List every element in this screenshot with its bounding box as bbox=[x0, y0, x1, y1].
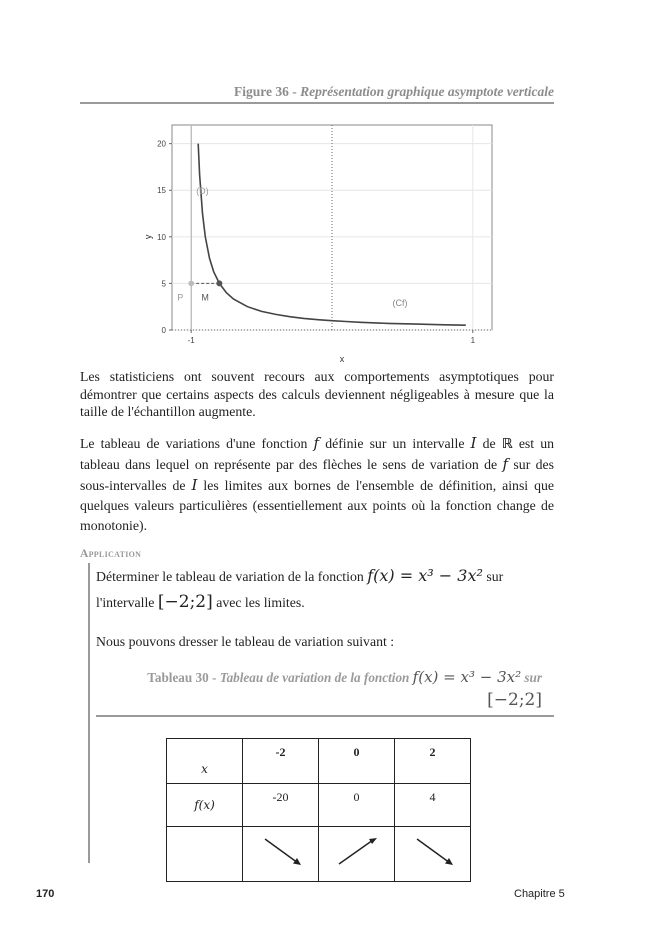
math-I: I bbox=[470, 434, 477, 452]
x-tick-label: -1 bbox=[187, 336, 195, 345]
arrow-up-icon bbox=[319, 827, 394, 877]
label-cf: (Cf) bbox=[392, 297, 408, 308]
x-tick-label: 1 bbox=[470, 336, 476, 345]
arrow-down-icon bbox=[243, 827, 318, 877]
paragraph-variation-definition: Le tableau de variations d'une fonction f définie sur un intervalle I de ℝ est un tableau dans lequel on représente par des flèches le sens de variation de f sur des sous-intervalles de I les limites aux bornes de l'ensemble de définition, ainsi que quelques valeurs particulières (essentiellement aux points où la fonction change de monotonie). bbox=[80, 434, 555, 533]
paragraph-statisticians: Les statisticiens ont souvent recours aux comportements asymptotiques pour démontrer que certains aspects des calculs deviennent négligeables à mesure que la taille de l'échantillon augmente. bbox=[80, 369, 554, 419]
y-tick-label: 0 bbox=[161, 326, 166, 335]
table-title: Tableau de variation de la fonction bbox=[219, 670, 410, 685]
chapter-label: Chapitre 5 bbox=[514, 888, 565, 900]
x-axis-label: x bbox=[339, 354, 345, 364]
table-caption-interval: [−2;2] bbox=[487, 690, 542, 710]
fx-value: -20 bbox=[272, 790, 289, 804]
fx-value: 4 bbox=[429, 790, 436, 804]
table-row bbox=[167, 739, 471, 784]
asymptote-plot bbox=[140, 120, 500, 365]
application-side-bar bbox=[88, 563, 90, 863]
figure-title: Représentation graphique asymptote verticale bbox=[300, 84, 554, 99]
application-task: Déterminer le tableau de variation de la fonction f(x) = x³ − 3x² sur bbox=[96, 566, 504, 585]
y-tick-label: 5 bbox=[161, 279, 166, 289]
y-axis-label: y bbox=[143, 234, 153, 240]
label-p: P bbox=[177, 292, 184, 303]
application-interval-line: l'intervalle [−2;2] avec les limites. bbox=[96, 592, 305, 612]
y-tick-label: 10 bbox=[157, 232, 166, 242]
figure-caption: Figure 36 - Représentation graphique asymptote verticale bbox=[234, 84, 554, 99]
arrow-down-icon bbox=[395, 827, 470, 877]
table-caption: Tableau 30 - Tableau de variation de la fonction f(x) = x³ − 3x² sur bbox=[147, 668, 542, 686]
fx-label-cell: f(x) bbox=[167, 784, 243, 827]
interval: [−2;2] bbox=[157, 592, 213, 612]
y-tick-label: 15 bbox=[157, 186, 166, 196]
math-R: ℝ bbox=[501, 436, 513, 452]
figure-number: Figure 36 bbox=[234, 84, 289, 99]
label-m: M bbox=[201, 292, 209, 303]
application-intro: Nous pouvons dresser le tableau de variation suivant : bbox=[96, 634, 395, 649]
point-m bbox=[216, 280, 222, 286]
point-p bbox=[188, 281, 194, 287]
application-heading: Application bbox=[80, 548, 142, 560]
table-row bbox=[167, 827, 471, 882]
x-label-cell: x bbox=[167, 739, 243, 784]
math-f: f bbox=[313, 434, 320, 452]
x-value: 2 bbox=[429, 745, 436, 759]
table-caption-rule bbox=[96, 715, 554, 717]
label-d: (D) bbox=[196, 186, 209, 197]
page-number: 170 bbox=[36, 888, 55, 900]
variation-table bbox=[166, 738, 471, 882]
fx-value: 0 bbox=[353, 790, 360, 804]
x-value: 0 bbox=[353, 745, 360, 759]
x-value: -2 bbox=[275, 745, 286, 759]
caption-rule bbox=[80, 102, 554, 104]
table-row bbox=[167, 784, 471, 827]
table-number: Tableau 30 bbox=[147, 670, 209, 685]
function-formula: f(x) = x³ − 3x² bbox=[367, 566, 483, 585]
y-tick-label: 20 bbox=[157, 139, 166, 149]
